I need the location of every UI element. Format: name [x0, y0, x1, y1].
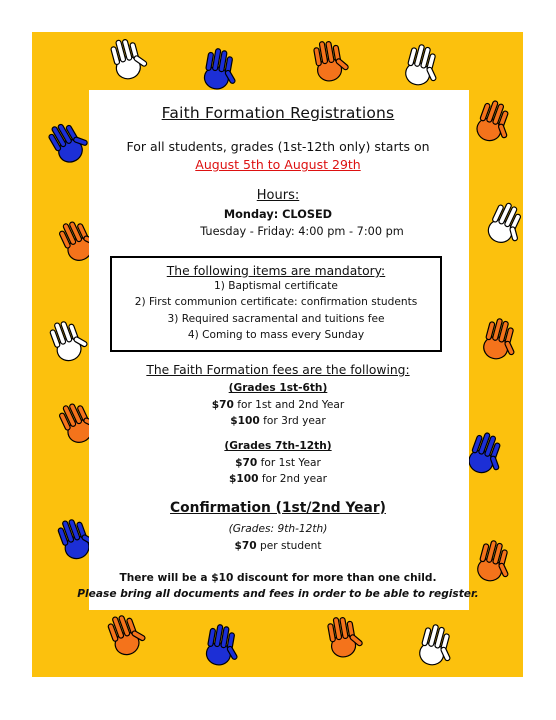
- fee-line: $100 for 3rd year: [230, 415, 326, 427]
- handprint-icon: [194, 619, 245, 672]
- hours-weekdays: Tuesday - Friday: 4:00 pm - 7:00 pm: [200, 225, 404, 238]
- intro-line: For all students, grades (1st-12th only) starts on: [126, 139, 430, 154]
- confirmation-grades: (Grades: 9th-12th): [228, 523, 328, 535]
- handprint-icon: [316, 611, 367, 664]
- fee-line: $70 for 1st and 2nd Year: [211, 398, 345, 411]
- mandatory-items-box: [110, 256, 442, 352]
- handprint-icon: [302, 35, 353, 88]
- fee-line: $100 for 2nd year: [229, 473, 327, 485]
- fee-line: $70 for 1st Year: [235, 456, 321, 469]
- mandatory-item: 3) Required sacramental and tuitions fee: [167, 312, 385, 325]
- reminder-note: Please bring all documents and fees in order to be able to register.: [77, 588, 479, 600]
- mandatory-item: 2) First communion certificate: confirmation students: [134, 296, 418, 309]
- fee-group-2: [0, 438, 556, 488]
- registration-dates: August 5th to August 29th: [195, 157, 361, 172]
- hours-heading: Hours:: [256, 188, 300, 203]
- fee-group-label: (Grades 1st-6th): [228, 382, 328, 394]
- mandatory-item: 1) Baptismal certificate: [214, 280, 338, 292]
- handprint-icon: [192, 43, 243, 96]
- mandatory-item: 4) Coming to mass every Sunday: [187, 329, 365, 342]
- mandatory-heading: The following items are mandatory:: [166, 264, 386, 278]
- fees-heading: The Faith Formation fees are the following:: [146, 363, 410, 377]
- confirmation-fee: $70 per student: [234, 540, 322, 552]
- fee-group-1: [0, 380, 556, 430]
- fee-group-label: (Grades 7th-12th): [224, 440, 332, 452]
- hours-monday: Monday: CLOSED: [223, 208, 333, 221]
- flyer-title: Faith Formation Registrations: [161, 104, 395, 122]
- discount-note: There will be a $10 discount for more than one child.: [119, 572, 437, 584]
- confirmation-heading: Confirmation (1st/2nd Year): [170, 500, 386, 516]
